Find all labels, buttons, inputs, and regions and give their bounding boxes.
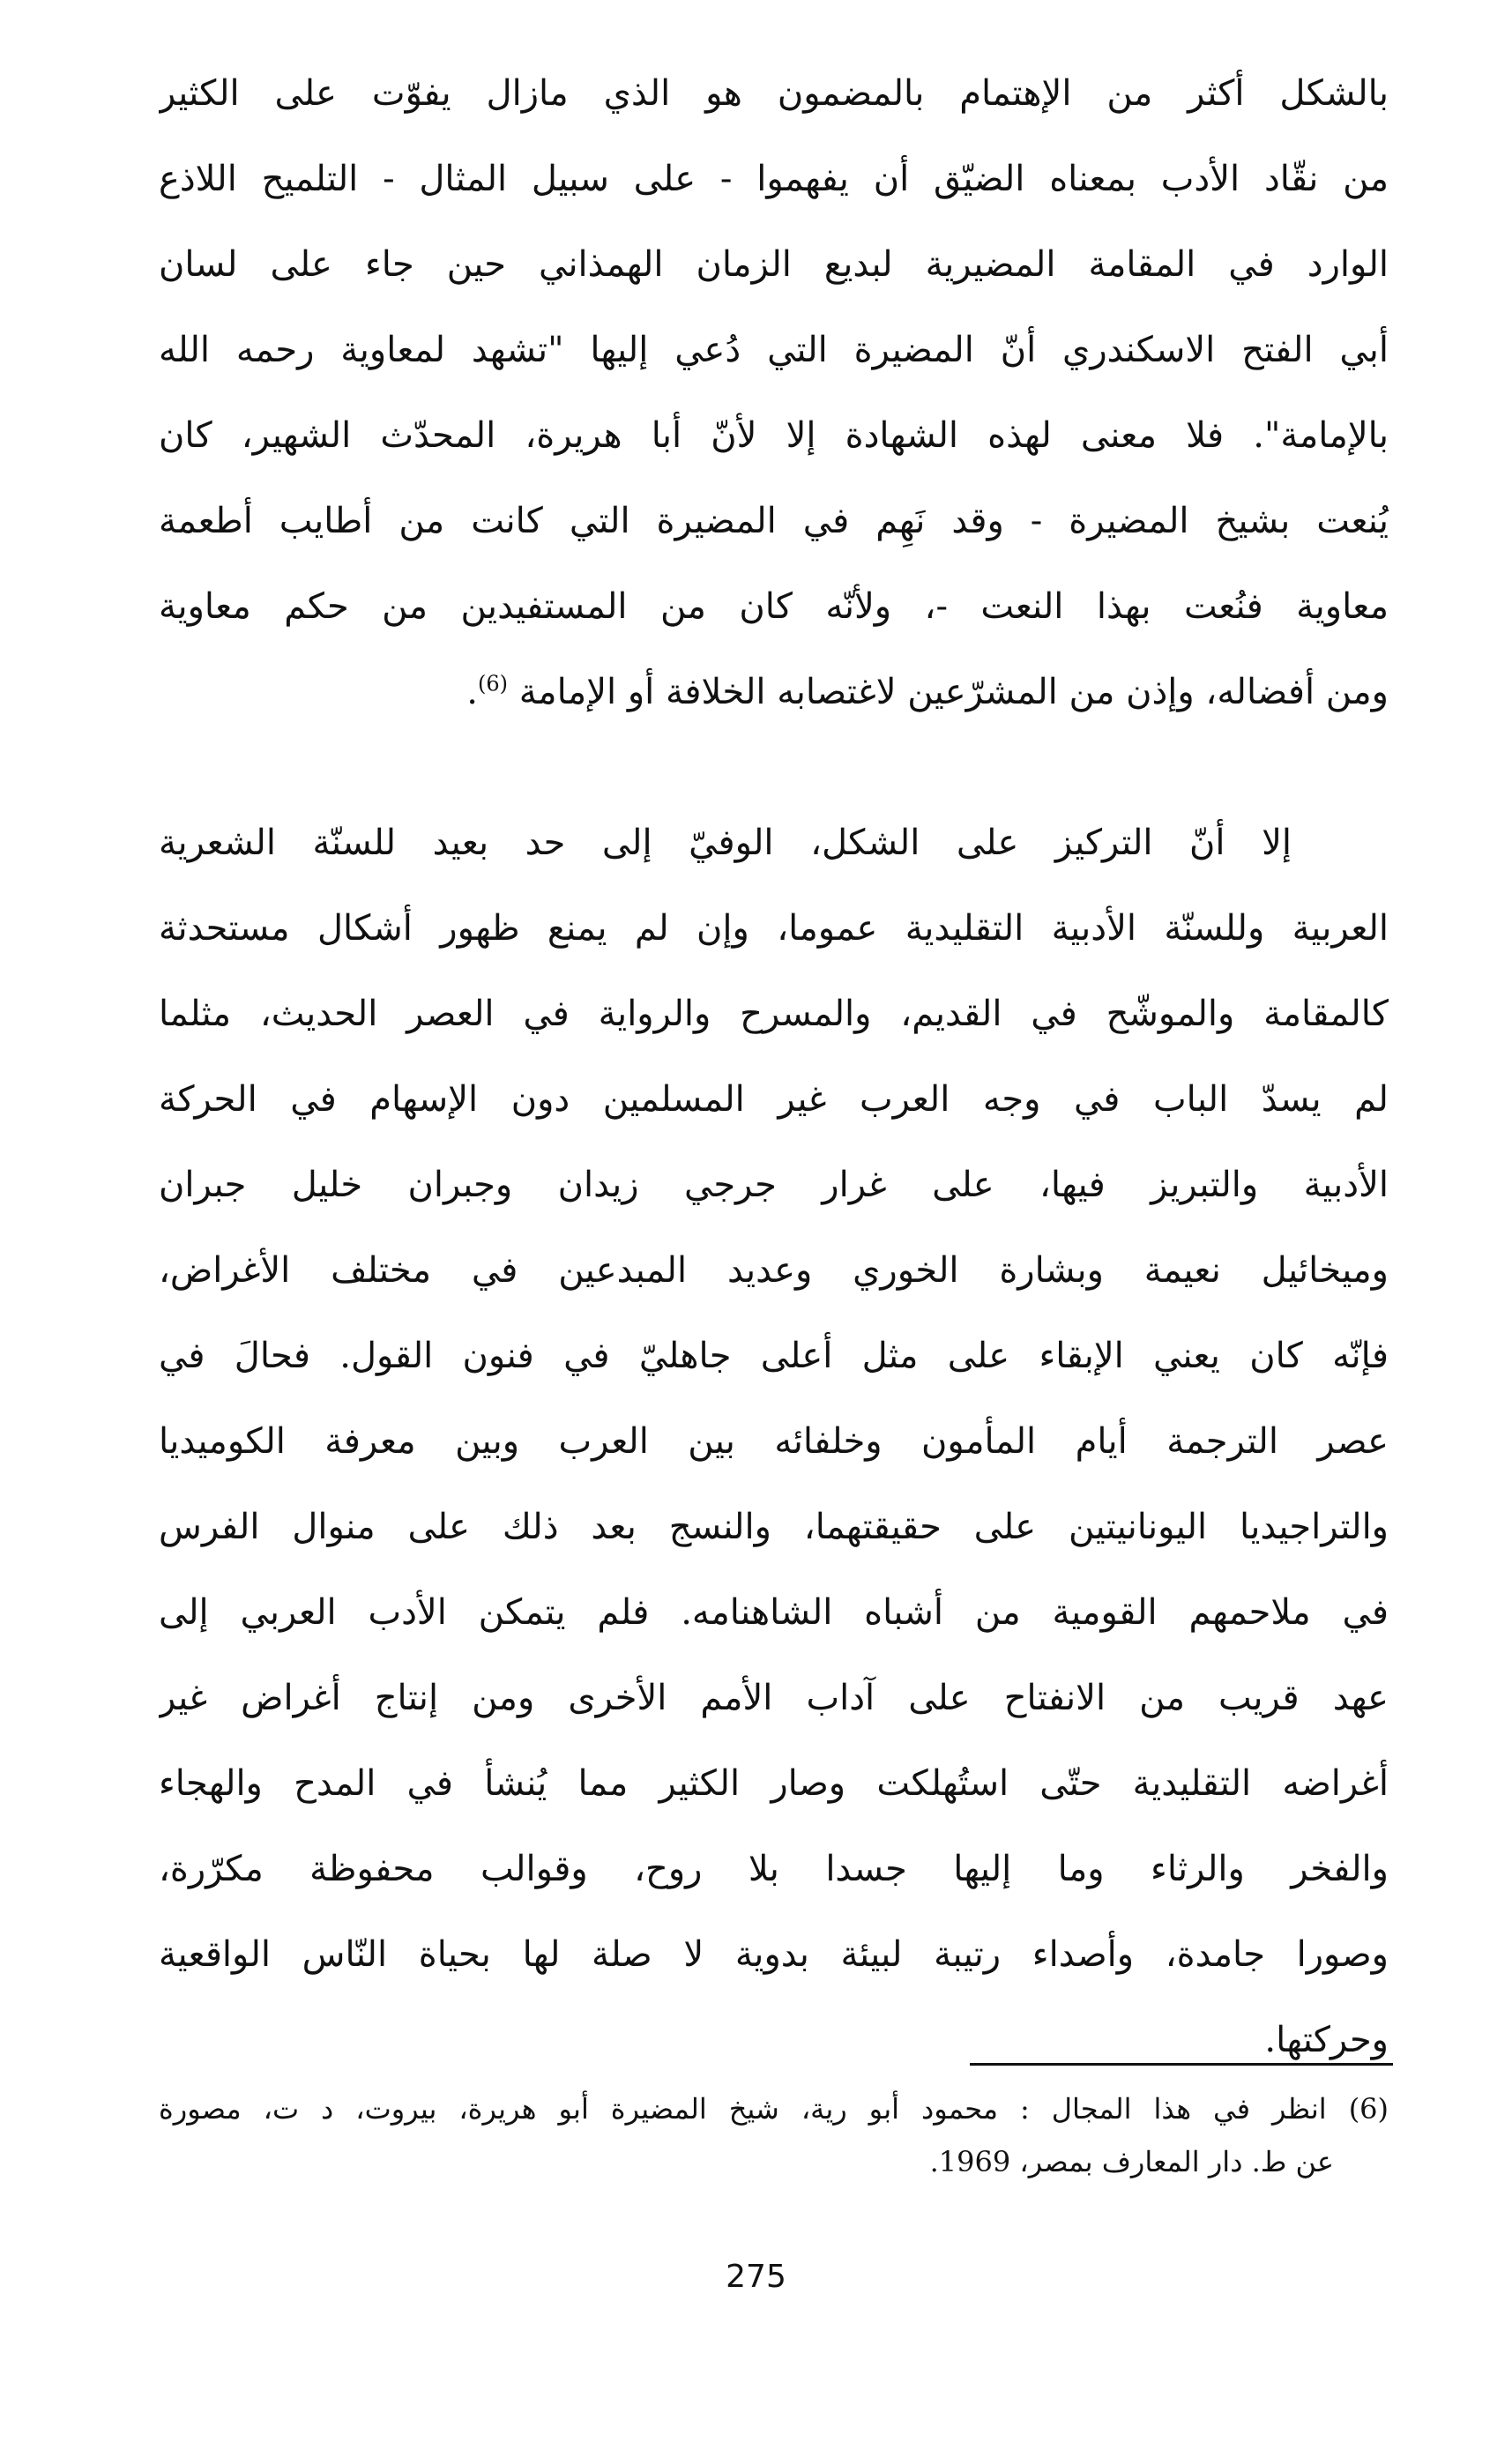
footnote-reference[interactable]: (6) xyxy=(477,671,508,696)
paragraph-line: العربية وللسنّة الأدبية التقليدية عموما، وإن لم يمنع ظهور أشكال مستحدثة xyxy=(159,908,1389,949)
paragraph-1 xyxy=(159,51,1389,735)
paragraph-last-line: وحركتها. xyxy=(1264,2020,1389,2060)
paragraph-line: عصر الترجمة أيام المأمون وخلفائه بين العرب وبين معرفة الكوميديا xyxy=(159,1421,1389,1462)
paragraph-line: وميخائيل نعيمة وبشارة الخوري وعديد المبدعين في مختلف الأغراض، xyxy=(159,1250,1389,1291)
paragraph-line: بالشكل أكثر من الإهتمام بالمضمون هو الذي مازال يفوّت على الكثير xyxy=(159,73,1389,114)
paragraph-line: والتراجيديا اليونانيتين على حقيقتهما، والنسج بعد ذلك على منوال الفرس xyxy=(159,1507,1389,1547)
footnote-number: (6) xyxy=(1348,2092,1389,2126)
paragraph-line: في ملاحمهم القومية من أشباه الشاهنامه. فلم يتمكن الأدب العربي إلى xyxy=(159,1592,1389,1633)
paragraph-line: من نقّاد الأدب بمعناه الضيّق أن يفهموا - على سبيل المثال - التلميح اللاذع xyxy=(159,159,1389,199)
paragraph-line: أبي الفتح الاسكندري أنّ المضيرة التي دُعي إليها "تشهد لمعاوية رحمه الله xyxy=(159,330,1389,370)
paragraph-line: فإنّه كان يعني الإبقاء على مثل أعلى جاهليّ في فنون القول. فحالَ في xyxy=(159,1336,1389,1376)
paragraph-2 xyxy=(159,801,1389,2083)
paragraph-line: أغراضه التقليدية حتّى استُهلكت وصار الكثير مما يُنشأ في المدح والهجاء xyxy=(159,1763,1389,1804)
paragraph-line: وصورا جامدة، وأصداء رتيبة لبيئة بدوية لا صلة لها بحياة النّاس الواقعية xyxy=(159,1934,1389,1975)
paragraph-line: كالمقامة والموشّح في القديم، والمسرح والرواية في العصر الحديث، مثلما xyxy=(159,994,1389,1034)
page-number: 275 xyxy=(726,2259,786,2295)
paragraph-line: عهد قريب من الانفتاح على آداب الأمم الأخرى ومن إنتاج أغراض غير xyxy=(159,1678,1389,1718)
paragraph-line: معاوية فنُعت بهذا النعت -، ولأنّه كان من المستفيدين من حكم معاوية xyxy=(159,586,1389,627)
footnote-divider xyxy=(970,2063,1393,2066)
paragraph-last-line xyxy=(159,650,1389,735)
end-punctuation: . xyxy=(466,672,478,712)
paragraph-line: يُنعت بشيخ المضيرة - وقد نَهِم في المضيرة التي كانت من أطايب أطعمة xyxy=(159,501,1389,541)
paragraph-first-line: إلا أنّ التركيز على الشكل، الوفيّ إلى حد بعيد للسنّة الشعرية xyxy=(159,823,1292,863)
paragraph-line-text: ومن أفضاله، وإذن من المشرّعين لاغتصابه الخلافة أو الإمامة xyxy=(518,672,1389,712)
footnote-line-continued: عن ط. دار المعارف بمصر، 1969. xyxy=(929,2145,1334,2178)
footnote-line xyxy=(159,2082,1389,2135)
paragraph-line: لم يسدّ الباب في وجه العرب غير المسلمين دون الإسهام في الحركة xyxy=(159,1079,1389,1120)
footnote-text: انظر في هذا المجال : محمود أبو رية، شيخ المضيرة أبو هريرة، بيروت، د ت، مصورة xyxy=(159,2092,1327,2126)
footnotes xyxy=(159,2082,1389,2188)
paragraph-line: الوارد في المقامة المضيرية لبديع الزمان الهمذاني حين جاء على لسان xyxy=(159,244,1389,285)
paragraph-line: بالإمامة". فلا معنى لهذه الشهادة إلا لأنّ أبا هريرة، المحدّث الشهير، كان xyxy=(159,415,1389,456)
paragraph-line: والفخر والرثاء وما إليها جسدا بلا روح، وقوالب محفوظة مكرّرة، xyxy=(159,1849,1389,1889)
paragraph-line: الأدبية والتبريز فيها، على غرار جرجي زيدان وجبران خليل جبران xyxy=(159,1165,1389,1205)
